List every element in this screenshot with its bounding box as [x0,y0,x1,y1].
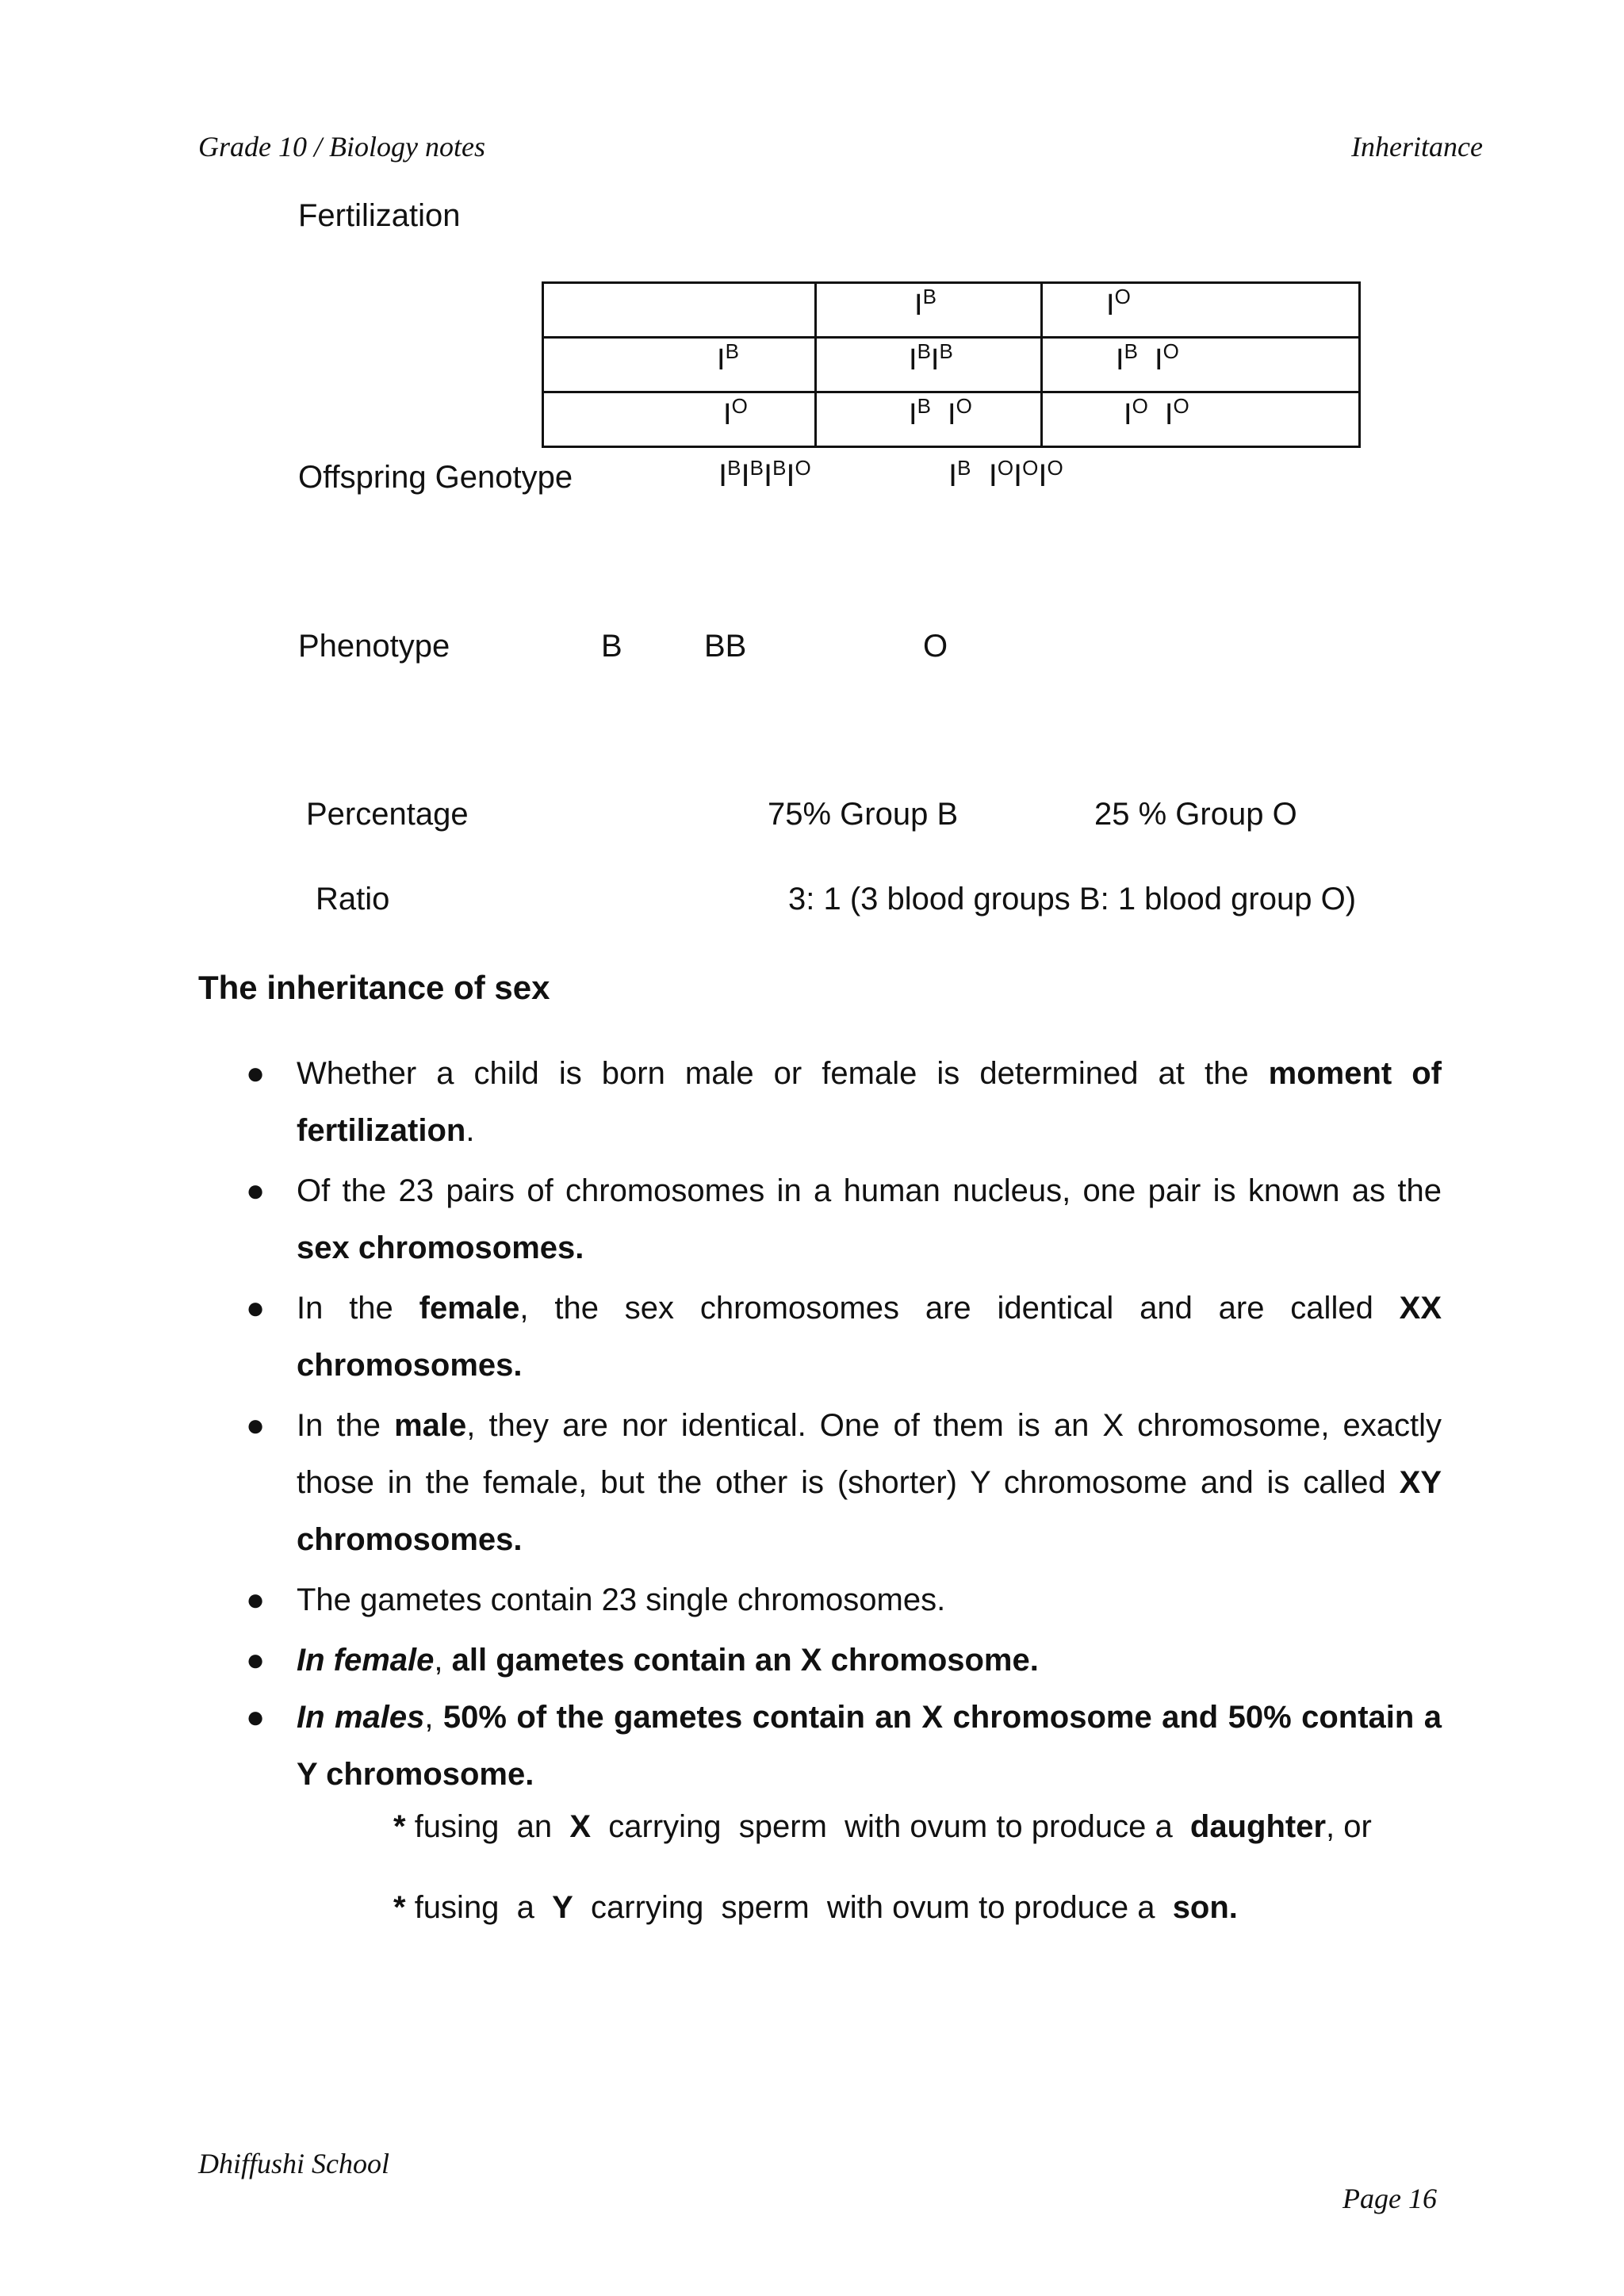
offspring-label: Offspring Genotype [298,460,573,495]
punnett-row [543,338,1360,392]
header-left: Grade 10 / Biology notes [198,131,485,163]
punnett-col-header [1042,283,1360,338]
sub-note-son: * fusing a Y carrying sperm with ovum to produce a son. [393,1890,1238,1925]
percentage-value-o: 25 % Group O [1094,797,1297,832]
bullet-icon: ● [246,1643,266,1678]
list-item [246,1397,1442,1568]
fertilization-heading: Fertilization [298,198,461,233]
punnett-square [542,281,1361,448]
punnett-cell: $I^B$ $I^O$ [1042,338,1360,392]
allele-o: $I^O$ [1106,285,1131,322]
bullet-icon: ● [246,1582,266,1617]
phenotype-value: BB [704,629,747,664]
punnett-cell: $I^O$ $I^O$ [1042,392,1360,447]
punnett-row-header [543,392,816,447]
punnett-corner-cell [543,283,816,338]
punnett-header-row [543,283,1360,338]
list-item [246,1045,1442,1159]
bullet-text: In the female, the sex chromosomes are identical and are called XX chromosomes. [297,1291,1442,1383]
bullet-icon: ● [246,1700,266,1735]
bullet-text: Of the 23 pairs of chromosomes in a human nucleus, one pair is known as the sex chromosomes. [297,1173,1442,1265]
phenotype-value: O [923,629,948,664]
bullet-icon: ● [246,1408,266,1443]
ratio-label: Ratio [316,882,390,916]
bullet-icon: ● [246,1291,266,1326]
offspring-genotype-1: $I^BI^BI^BI^O$ [718,456,811,493]
punnett-row [543,392,1360,447]
bullet-text: In males, 50% of the gametes contain an X chromosome and 50% contain a Y chromosome. [297,1700,1442,1792]
percentage-label: Percentage [306,797,469,832]
list-item [246,1571,1442,1628]
bullet-text: The gametes contain 23 single chromosomes. [297,1582,946,1617]
allele-b: $I^B$ [914,285,936,322]
footer-page-number: Page 16 [1342,2183,1437,2214]
list-item [246,1632,1442,1689]
percentage-value-b: 75% Group B [768,797,959,832]
bullet-icon: ● [246,1173,266,1208]
punnett-cell: $I^B$ $I^O$ [816,392,1042,447]
bullet-text: In female, all gametes contain an X chromosome. [297,1643,1039,1678]
phenotype-label: Phenotype [298,629,450,664]
header-right: Inheritance [1351,131,1483,163]
list-item [246,1280,1442,1394]
punnett-col-header [816,283,1042,338]
footer-school: Dhiffushi School [198,2148,389,2179]
punnett-cell: $I^BI^B$ [816,338,1042,392]
section-heading: The inheritance of sex [198,969,550,1006]
punnett-row-header [543,338,816,392]
bullet-list [246,1045,1442,1806]
allele-o: $I^O$ [723,394,748,431]
list-item [246,1689,1442,1803]
bullet-icon: ● [246,1056,266,1091]
list-item [246,1162,1442,1276]
bullet-text: Whether a child is born male or female is determined at the moment of fertilization. [297,1056,1442,1148]
phenotype-value: B [601,629,622,664]
ratio-value: 3: 1 (3 blood groups B: 1 blood group O) [788,882,1357,916]
sub-note-daughter: * fusing an X carrying sperm with ovum to produce a daughter, or [393,1809,1372,1844]
bullet-text: In the male, they are nor identical. One of them is an X chromosome, exactly those in the female, but the other is (shorter) Y chromosome and is called XY chromosomes. [297,1408,1442,1557]
offspring-genotype-2: $I^B$ $I^OI^OI^O$ [948,456,1063,493]
allele-b: $I^B$ [717,339,739,377]
